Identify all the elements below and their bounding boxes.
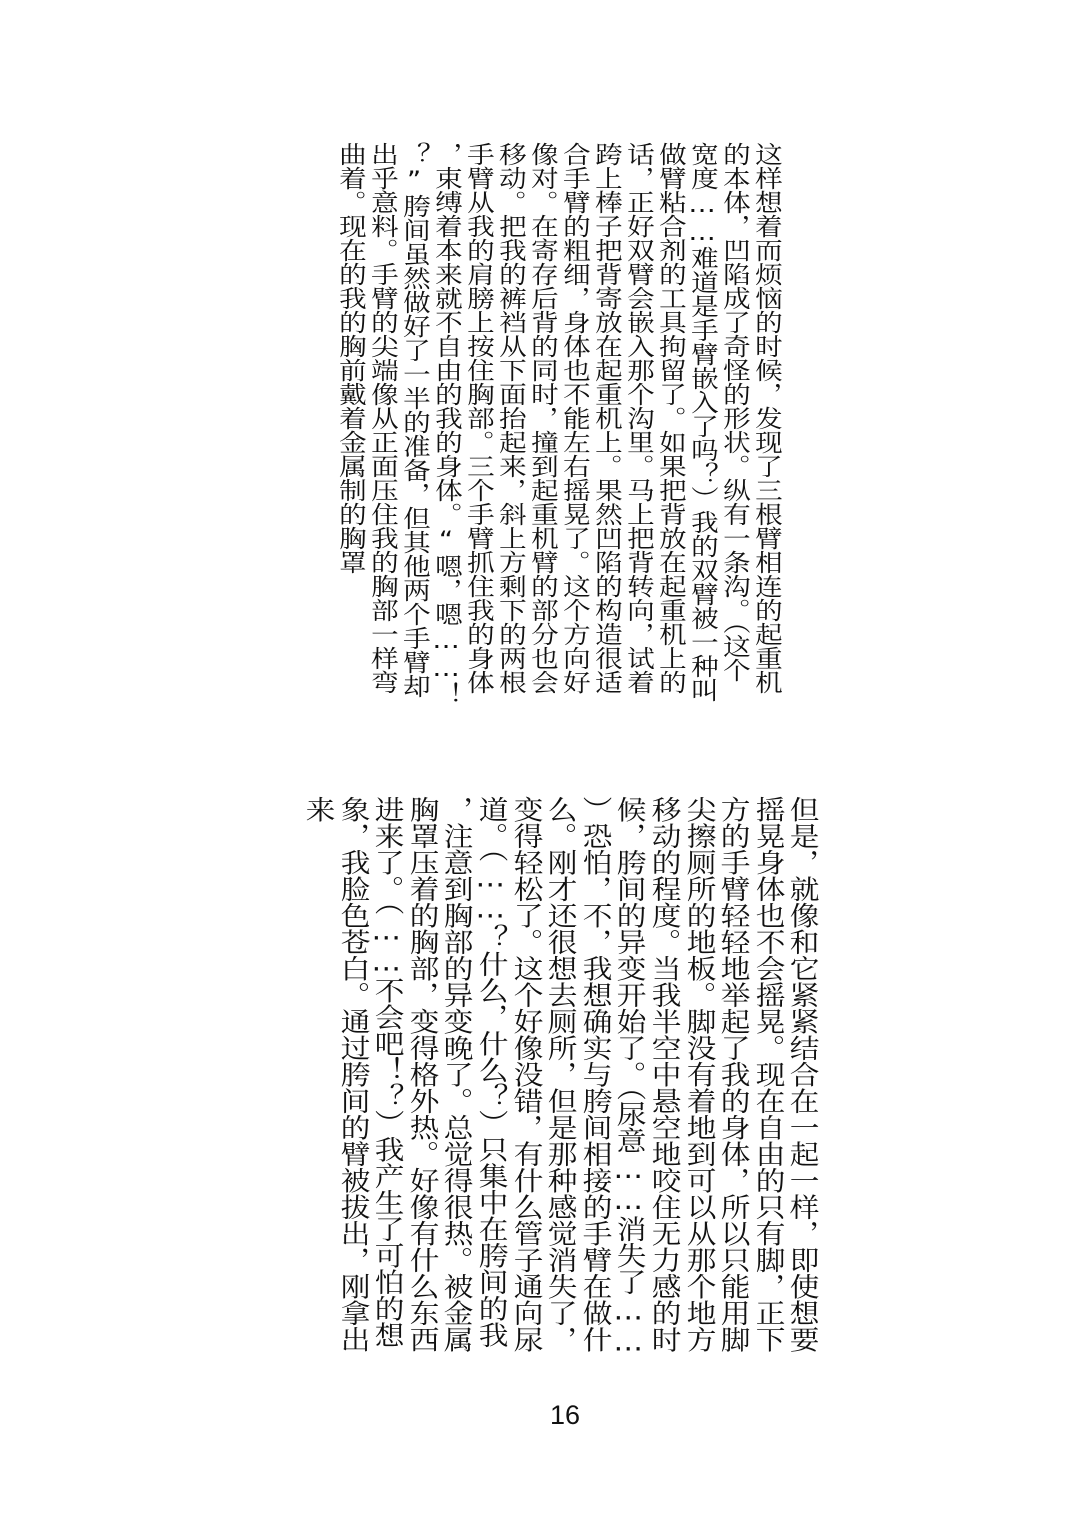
text-column: 合手臂的粗细，身体也不能左右摇晃了。这个方向好 xyxy=(557,142,591,694)
text-column: ，束缚着本来就不自由的我的身体。“嗯，嗯……！ xyxy=(429,142,463,706)
text-column: 移动。把我的裤裆从下面抬起来，斜上方剩下的两根 xyxy=(493,142,527,694)
text-column: 出乎意料。手臂的尖端像从正面压住我的胸部一样弯 xyxy=(365,142,399,694)
text-column: 象，我脸色苍白。通过胯间的臂被拔出，刚拿出 xyxy=(334,796,370,1353)
text-column: 候，胯间的异变开始了。（尿意……消失了…… xyxy=(611,796,646,1358)
text-column: 么。刚才还很想去厕所，但是那种感觉消失了， xyxy=(541,796,577,1353)
text-column: 摇晃身体也不会摇晃。现在自由的只有脚，正下 xyxy=(749,796,785,1353)
text-column: 手臂从我的肩膀上按住胸部。三个手臂抓住我的身体 xyxy=(461,142,495,694)
text-column: 像对。在寄存后背的同时，撞到起重机臂的部分也会 xyxy=(525,142,559,694)
text-column: 的本体，凹陷成了奇怪的形状。纵有一条沟。（这个 xyxy=(717,142,751,682)
page-number: 16 xyxy=(549,1400,581,1430)
text-column: 做臂粘合剂的工具拘留了。如果把背放在起重机上的 xyxy=(653,142,687,694)
text-column: 变得轻松了。这个好像没错，有什么管子通向尿 xyxy=(507,796,543,1353)
text-column: 来 xyxy=(299,796,335,823)
text-column: 移动的程度。当我半空中悬空地咬住无力感的时 xyxy=(645,796,681,1353)
text-column: 跨上棒子把背寄放在起重机上。果然凹陷的构造很适 xyxy=(589,142,623,694)
text-column: 方的手臂轻轻地举起了我的身体，所以只能用脚 xyxy=(714,796,750,1353)
text-column: 这样想着而烦恼的时候，发现了三根臂相连的起重机 xyxy=(749,142,783,694)
text-column: ）恐怕，不，我想确实与胯间相接的手臂在做什 xyxy=(576,796,612,1353)
text-column: 道。（……？什么，什么？）只集中在胯间的我 xyxy=(472,796,508,1349)
text-column: 尖擦厕所的地板。脚没有着地到可以从那个地方 xyxy=(680,796,716,1353)
text-column: 胸罩压着的胸部，变得格外热。好像有什么东西 xyxy=(403,796,439,1353)
text-column: ？”胯间虽然做好了一半的准备，但其他两个手臂却 xyxy=(397,142,431,698)
text-block-bottom xyxy=(299,796,818,1357)
text-block-top xyxy=(334,142,782,706)
text-column: 宽度……难道是手臂嵌入了吗？）我的双臂被一种叫 xyxy=(685,142,719,702)
text-column: 但是，就像和它紧紧结合在一起一样，即使想要 xyxy=(784,796,819,1353)
text-column: 话，正好双臂会嵌入那个沟里。马上把背转向，试着 xyxy=(621,142,655,694)
text-column: ，注意到胸部的异变晚了。总觉得很热。被金属 xyxy=(438,796,473,1353)
text-column: 曲着。现在的我的胸前戴着金属制的胸罩 xyxy=(333,142,367,574)
text-column: 进来了。（……不会吧！？）我产生了可怕的想 xyxy=(369,796,404,1349)
